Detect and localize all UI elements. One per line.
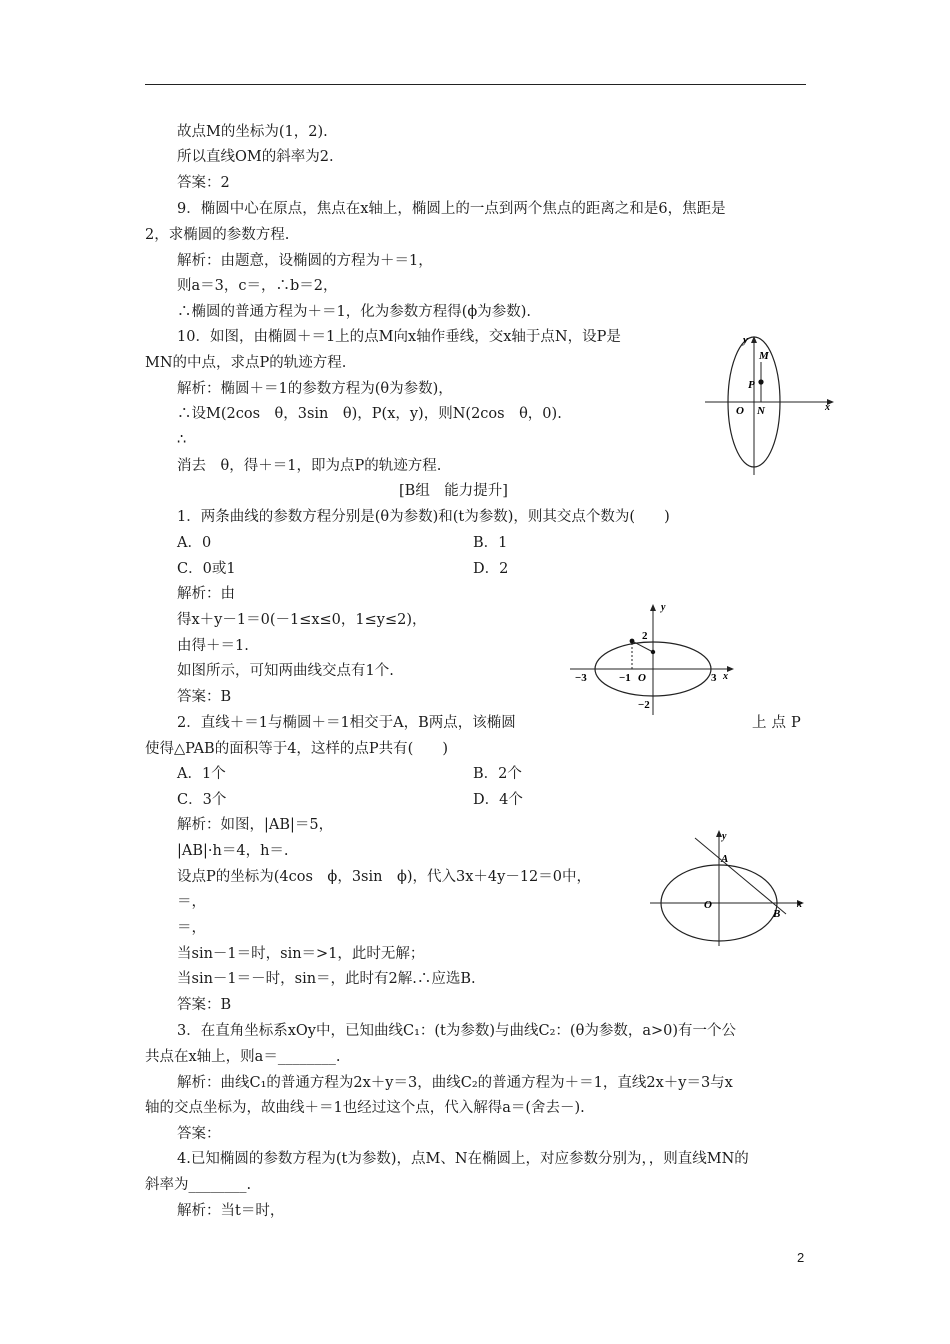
option-b: B．1 bbox=[473, 535, 508, 551]
text-line: 答案：B bbox=[177, 689, 232, 705]
fig2-tick-2: 2 bbox=[642, 630, 648, 642]
text-line: 答案：B bbox=[177, 997, 232, 1013]
text-line: 解析：椭圆＋＝1的参数方程为(θ为参数)， bbox=[177, 381, 453, 397]
option-a: A．1个 bbox=[177, 766, 226, 782]
text-line: 由得＋＝1. bbox=[177, 638, 249, 654]
text-line: 共点在x轴上，则a＝________. bbox=[145, 1049, 341, 1065]
figure-ellipse-line bbox=[650, 828, 815, 948]
fig3-a-label: A bbox=[721, 853, 729, 865]
fig2-tick-neg1: −1 bbox=[619, 672, 631, 684]
text-line: 得x＋y－1＝0(－1≤x≤0，1≤y≤2)， bbox=[177, 612, 427, 628]
option-d: D．4个 bbox=[473, 792, 523, 808]
fig2-tick-neg3: −3 bbox=[575, 672, 587, 684]
fig1-n-label: N bbox=[757, 405, 765, 417]
option-a: A．0 bbox=[177, 535, 212, 551]
fig1-o-label: O bbox=[736, 405, 744, 417]
text-line: 消去 θ，得＋＝1，即为点P的轨迹方程. bbox=[177, 458, 442, 474]
text-line: 所以直线OM的斜率为2. bbox=[177, 149, 334, 165]
option-c: C．3个 bbox=[177, 792, 227, 808]
option-d: D．2 bbox=[473, 561, 509, 577]
text-line: ＝， bbox=[177, 894, 206, 910]
text-line: MN的中点，求点P的轨迹方程. bbox=[145, 355, 347, 371]
text-line: 如图所示，可知两曲线交点有1个. bbox=[177, 663, 394, 679]
text-line: 解析：曲线C₁的普通方程为2x＋y＝3，曲线C₂的普通方程为＋＝1，直线2x＋y＝3与x bbox=[177, 1075, 733, 1091]
fig2-tick-3: 3 bbox=[711, 672, 717, 684]
fig1-m-label: M bbox=[759, 350, 769, 362]
text-line: 解析：当t＝时， bbox=[177, 1203, 285, 1219]
page-number: 2 bbox=[797, 1250, 805, 1265]
problem-b1: 1．两条曲线的参数方程分别是(θ为参数)和(t为参数)，则其交点个数为( ) bbox=[177, 509, 670, 525]
fig2-o-label: O bbox=[638, 672, 646, 684]
problem-10: 10．如图，由椭圆＋＝1上的点M向x轴作垂线，交x轴于点N，设P是 bbox=[177, 329, 621, 345]
problem-9: 9．椭圆中心在原点，焦点在x轴上，椭圆上的一点到两个焦点的距离之和是6，焦距是 bbox=[177, 201, 726, 217]
fig1-y-label: y bbox=[743, 334, 748, 346]
text-line: 2，求椭圆的参数方程. bbox=[145, 227, 290, 243]
text-line: 上点P bbox=[752, 715, 806, 731]
text-line: |AB|·h＝4，h＝. bbox=[177, 843, 289, 859]
section-heading: [B组 能力提升] bbox=[399, 483, 508, 499]
text-line: ＝， bbox=[177, 920, 206, 936]
text-line: 解析：由 bbox=[177, 586, 235, 602]
text-line: 答案：2 bbox=[177, 175, 230, 191]
fig3-y-label: y bbox=[722, 831, 727, 842]
text-line: 使得△PAB的面积等于4，这样的点P共有( ) bbox=[145, 741, 448, 757]
option-b: B．2个 bbox=[473, 766, 522, 782]
header-rule bbox=[145, 84, 806, 85]
text-line: 当sin－1＝时，sin＝>1，此时无解； bbox=[177, 946, 425, 962]
fig3-x-label: x bbox=[797, 899, 802, 910]
text-line: 设点P的坐标为(4cos ϕ，3sin ϕ)，代入3x＋4y－12＝0中， bbox=[177, 869, 591, 885]
option-c: C．0或1 bbox=[177, 561, 236, 577]
fig3-o-label: O bbox=[704, 899, 712, 911]
text-line: 则a＝3，c＝，∴b＝2， bbox=[177, 278, 338, 294]
text-line: ∴椭圆的普通方程为＋＝1，化为参数方程得(ϕ为参数). bbox=[177, 304, 532, 320]
text-line: 解析：由题意，设椭圆的方程为＋＝1， bbox=[177, 253, 433, 269]
fig2-x-label: x bbox=[723, 671, 728, 682]
text-line: 解析：如图，|AB|＝5， bbox=[177, 817, 334, 833]
problem-b4: 4.已知椭圆的参数方程为(t为参数)，点M、N在椭圆上，对应参数分别为，，则直线MN的 bbox=[177, 1151, 749, 1167]
text-line: 轴的交点坐标为，故曲线＋＝1也经过这个点，代入解得a＝(舍去－). bbox=[145, 1100, 585, 1116]
fig2-y-label: y bbox=[661, 602, 666, 613]
text-line: 斜率为________. bbox=[145, 1177, 252, 1193]
text-line: 故点M的坐标为(1，2). bbox=[177, 124, 328, 140]
fig1-x-label: x bbox=[825, 402, 830, 413]
problem-b3: 3．在直角坐标系xOy中，已知曲线C₁：(t为参数)与曲线C₂：(θ为参数，a>0)有一个公 bbox=[177, 1023, 736, 1039]
problem-b2: 2．直线＋＝1与椭圆＋＝1相交于A，B两点，该椭圆 bbox=[177, 715, 516, 731]
text-line: ∴ bbox=[177, 432, 187, 448]
fig3-b-label: B bbox=[773, 908, 781, 920]
fig1-p-label: P bbox=[748, 379, 755, 391]
text-line: ∴设M(2cos θ，3sin θ)，P(x，y)，则N(2cos θ，0). bbox=[177, 406, 562, 422]
figure-vertical-ellipse bbox=[705, 330, 840, 480]
text-line: 答案： bbox=[177, 1126, 221, 1142]
text-line: 当sin－1＝－时，sin＝，此时有2解.∴应选B. bbox=[177, 971, 476, 987]
figure-ellipse-segment bbox=[570, 600, 745, 718]
fig2-tick-neg2: −2 bbox=[638, 699, 650, 711]
